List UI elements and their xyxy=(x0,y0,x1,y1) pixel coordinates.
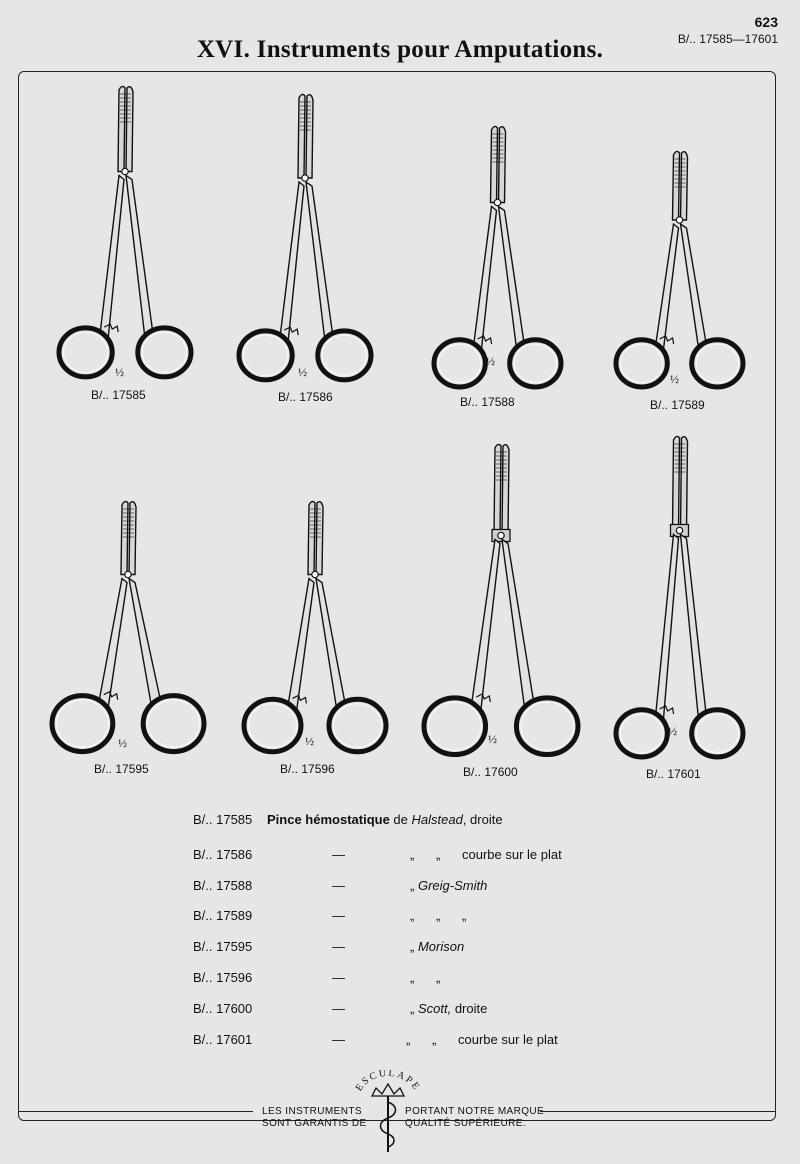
scale-label: ½ xyxy=(118,736,127,750)
footer-rule-left xyxy=(18,1111,253,1112)
scale-label: ½ xyxy=(298,365,307,379)
list-item xyxy=(0,939,800,959)
list-item xyxy=(0,1032,800,1052)
forceps-illustration xyxy=(430,120,565,395)
item-description: „ Greig-Smith xyxy=(410,878,488,893)
item-description: „ „ xyxy=(410,970,441,985)
scale-label: ½ xyxy=(670,372,679,386)
svg-text:ESCULAPE: ESCULAPE xyxy=(353,1070,423,1094)
item-dash: — xyxy=(332,939,345,954)
scale-label: ½ xyxy=(115,365,124,379)
item-code: B/.. 17601 xyxy=(193,1032,253,1047)
list-item xyxy=(0,847,800,867)
forceps-illustration xyxy=(420,438,582,763)
item-description: „ „ „ xyxy=(410,908,467,923)
figure-ref: B/.. 17595 xyxy=(94,762,149,776)
guarantee-right: PORTANT NOTRE MARQUE QUALITÉ SUPÉRIEURE. xyxy=(405,1106,545,1129)
item-code: B/.. 17589 xyxy=(193,908,253,923)
footer-rule-right xyxy=(540,1111,776,1112)
forceps-illustration xyxy=(612,430,747,765)
scale-label: ½ xyxy=(668,724,677,738)
figure-ref: B/.. 17589 xyxy=(650,398,705,412)
item-description: „ „ courbe sur le plat xyxy=(410,847,562,862)
item-name: Pince hémostatique xyxy=(267,812,390,827)
item-code: B/.. 17588 xyxy=(193,878,253,893)
figure-ref: B/.. 17596 xyxy=(280,762,335,776)
page-range: B/.. 17585—17601 xyxy=(677,32,778,46)
item-code: B/.. 17595 xyxy=(193,939,253,954)
item-dash: — xyxy=(332,970,345,985)
forceps-illustration xyxy=(235,88,375,388)
item-description: „ „ courbe sur le plat xyxy=(406,1032,558,1047)
scale-label: ½ xyxy=(305,734,314,748)
item-description: Pince hémostatique de Halstead, droite xyxy=(267,812,503,827)
forceps-illustration xyxy=(612,145,747,395)
esculape-logo-icon xyxy=(350,1070,426,1160)
list-item xyxy=(0,878,800,898)
item-dash: — xyxy=(332,908,345,923)
catalog-list xyxy=(0,812,800,1052)
list-item xyxy=(0,1001,800,1021)
page-title: XVI. Instruments pour Amputations. xyxy=(196,36,604,63)
item-code: B/.. 17600 xyxy=(193,1001,253,1016)
item-description: „ Scott, droite xyxy=(410,1001,488,1016)
item-dash: — xyxy=(332,1032,345,1047)
figure-ref: B/.. 17585 xyxy=(91,388,146,402)
page-number: 623 xyxy=(754,14,778,30)
item-code: B/.. 17586 xyxy=(193,847,253,862)
figure-ref: B/.. 17601 xyxy=(646,767,701,781)
forceps-illustration xyxy=(48,495,208,760)
list-item xyxy=(0,908,800,928)
item-description: „ Morison xyxy=(410,939,465,954)
item-dash: — xyxy=(332,1001,345,1016)
list-item xyxy=(0,970,800,990)
item-code: B/.. 17596 xyxy=(193,970,253,985)
item-code: B/.. 17585 xyxy=(193,812,253,827)
forceps-illustration xyxy=(55,80,195,385)
scale-label: ½ xyxy=(486,354,495,368)
guarantee-left: LES INSTRUMENTS SONT GARANTIS DE xyxy=(262,1106,367,1129)
forceps-illustration xyxy=(240,495,390,760)
figure-ref: B/.. 17600 xyxy=(463,765,518,779)
item-dash: — xyxy=(332,878,345,893)
figure-ref: B/.. 17588 xyxy=(460,395,515,409)
figure-ref: B/.. 17586 xyxy=(278,390,333,404)
list-item xyxy=(0,812,800,832)
scale-label: ½ xyxy=(488,732,497,746)
item-dash: — xyxy=(332,847,345,862)
